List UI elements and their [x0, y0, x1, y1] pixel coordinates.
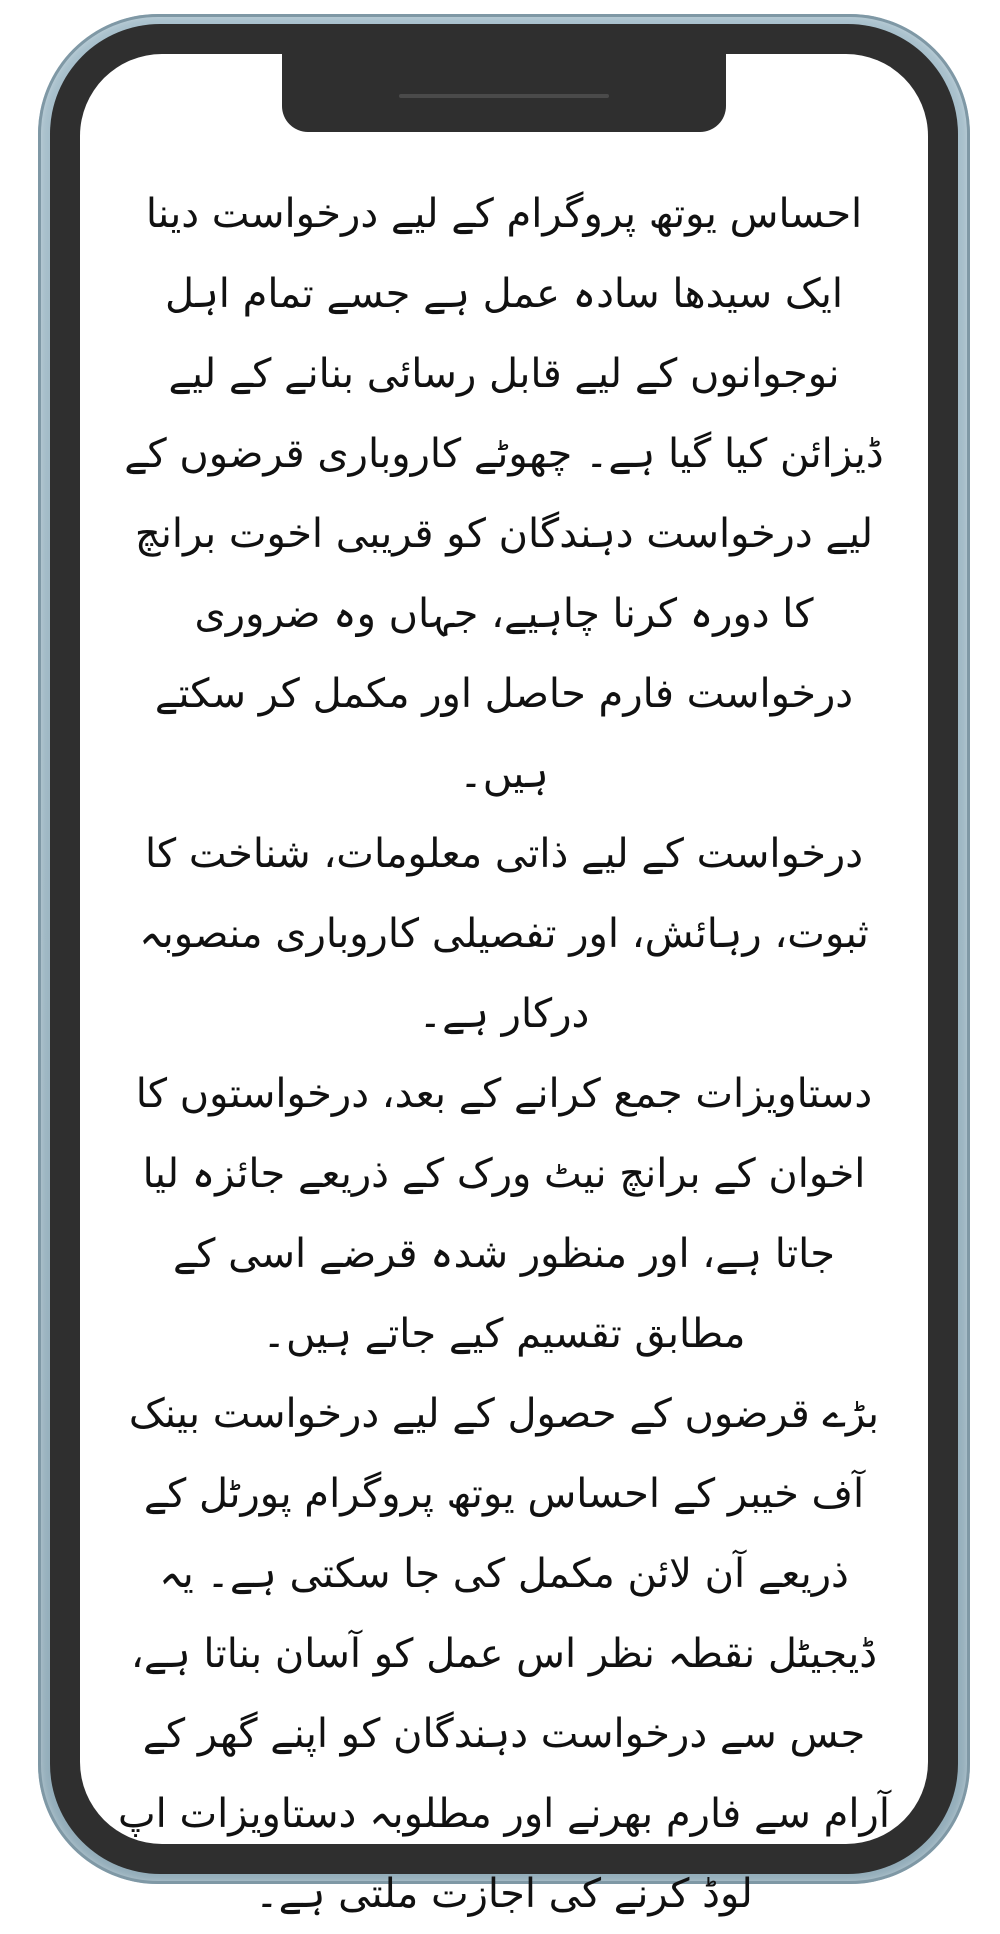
phone-bezel	[50, 24, 958, 1917]
paragraph-online-application: بڑے قرضوں کے حصول کے لیے درخواست بینک آف خیبر کے احساس یوتھ پروگرام پورٹل کے ذریعے آن لائن مکمل کی جا سکتی ہے۔ یہ ڈیجیٹل نقطہ نظر اس عمل کو آسان بناتا ہے، جس سے درخواست دہندگان کو اپنے گھر کے آرام سے فارم بھرنے اور مطلوبہ دستاویزات اپ لوڈ کرنے کی اجازت ملتی ہے۔	[118, 1391, 890, 1917]
article-body	[116, 174, 892, 1917]
speaker-icon	[399, 94, 609, 98]
paragraph-required-documents: درخواست کے لیے ذاتی معلومات، شناخت کا ثبوت، رہائش، اور تفصیلی کاروباری منصوبہ درکار ہے۔	[139, 831, 869, 1037]
paragraph-review-process: دستاویزات جمع کرانے کے بعد، درخواستوں کا اخوان کے برانچ نیٹ ورک کے ذریعے جائزہ لیا جاتا ہے، اور منظور شدہ قرضے اسی کے مطابق تقسیم کیے جاتے ہیں۔	[135, 1071, 873, 1357]
phone-frame	[38, 14, 970, 1917]
phone-notch	[282, 54, 726, 132]
phone-screen	[80, 54, 928, 1917]
paragraph-application-process: احساس یوتھ پروگرام کے لیے درخواست دینا ایک سیدھا سادہ عمل ہے جسے تمام اہل نوجوانوں کے لیے قابل رسائی بنانے کے لیے ڈیزائن کیا گیا ہے۔ چھوٹے کاروباری قرضوں کے لیے درخواست دہندگان کو قریبی اخوت برانچ کا دورہ کرنا چاہیے، جہاں وہ ضروری درخواست فارم حاصل اور مکمل کر سکتے ہیں۔	[124, 191, 884, 797]
